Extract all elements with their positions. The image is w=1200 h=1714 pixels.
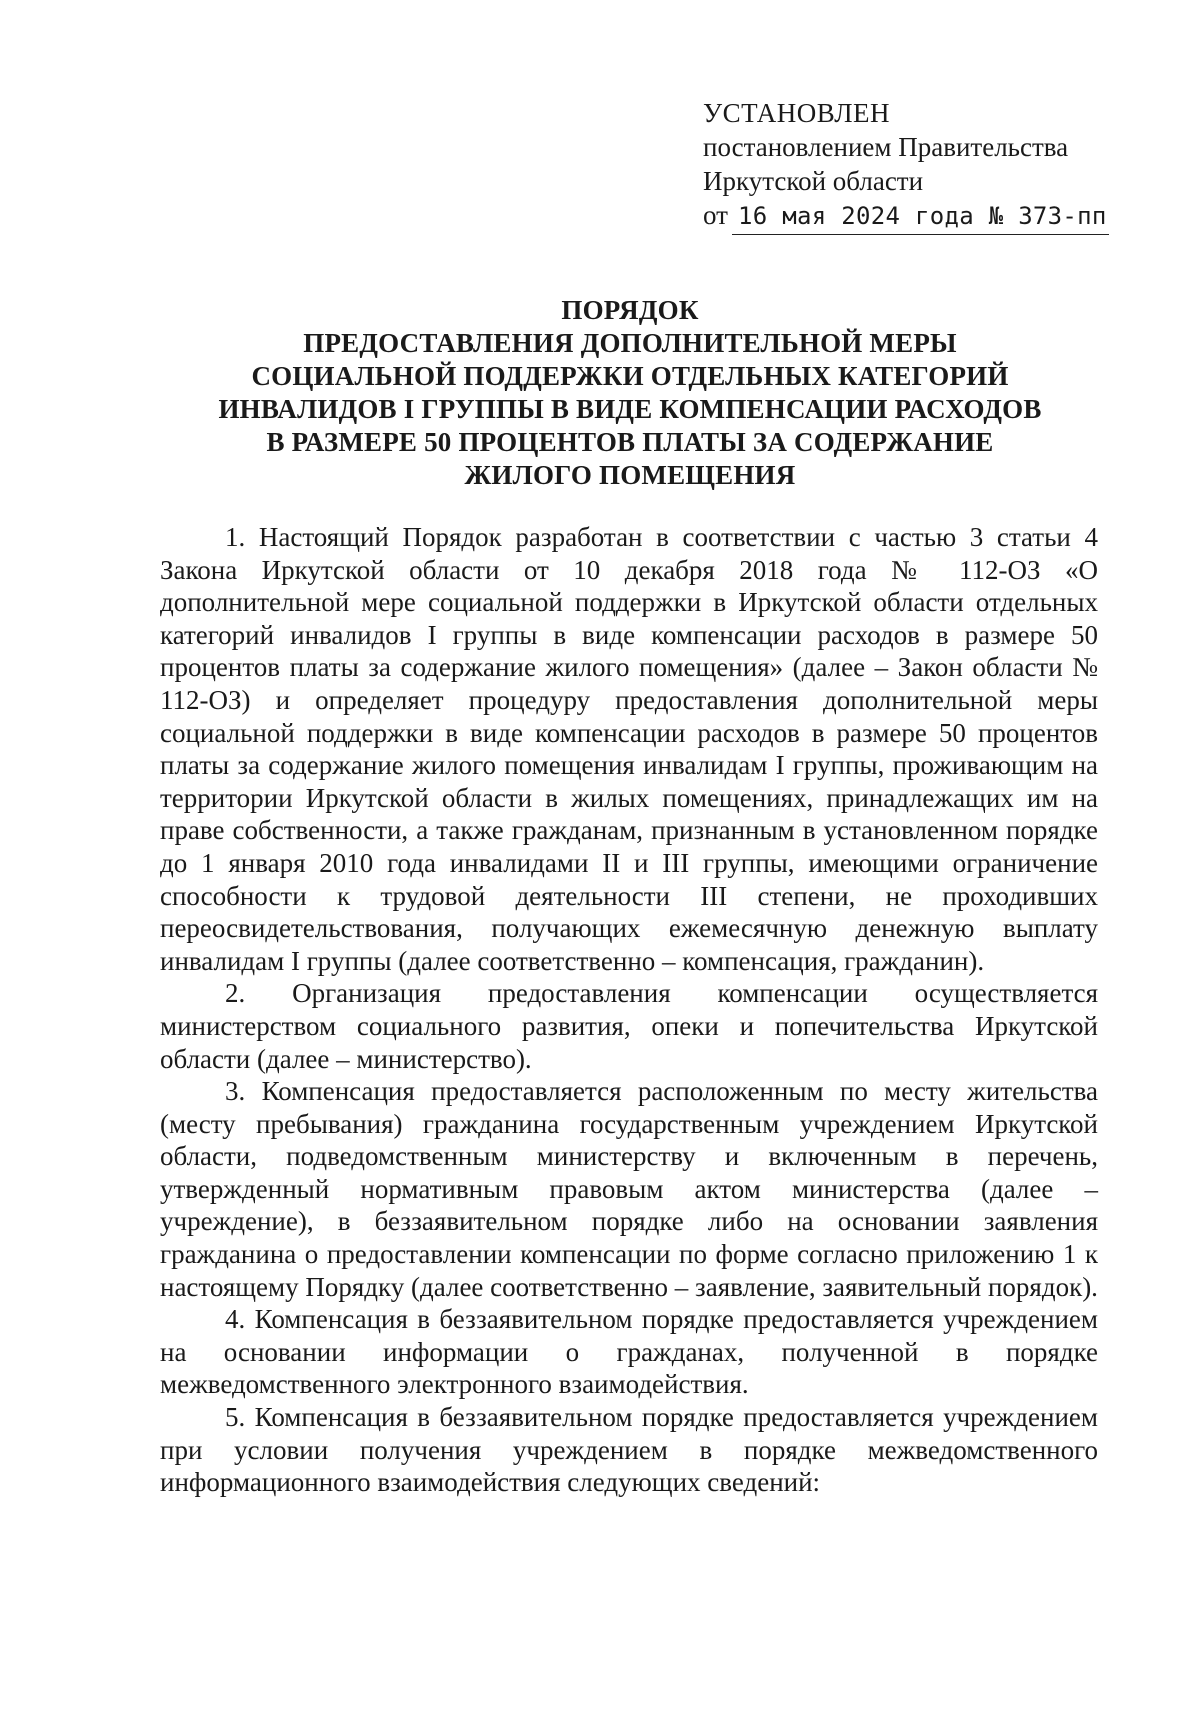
approval-date-value: 16 мая 2024 года № 373-пп xyxy=(732,199,1109,235)
document-body xyxy=(160,521,1098,1499)
approval-block xyxy=(703,96,1123,235)
approval-date-line xyxy=(703,198,1123,235)
title-line: В РАЗМЕРЕ 50 ПРОЦЕНТОВ ПЛАТЫ ЗА СОДЕРЖАНИЕ xyxy=(266,427,994,457)
title-line: ЖИЛОГО ПОМЕЩЕНИЯ xyxy=(464,460,796,490)
paragraph-4: 4. Компенсация в беззаявительном порядке предоставляется учреждением на основании информации о гражданах, полученной в порядке межведомственного электронного взаимодействия. xyxy=(160,1304,1098,1400)
approval-date-prefix: от xyxy=(703,200,728,230)
document-title xyxy=(160,294,1100,492)
paragraph-1: 1. Настоящий Порядок разработан в соответствии с частью 3 статьи 4 Закона Иркутской области от 10 декабря 2018 года № 112-ОЗ «О дополнительной мере социальной поддержки в Иркутской области отдельных категорий инвалидов I группы в виде компенсации расходов в размере 50 процентов платы за содержание жилого помещения» (далее – Закон области № 112-ОЗ) и определяет процедуру предоставления дополнительной меры социальной поддержки в виде компенсации расходов в размере 50 процентов платы за содержание жилого помещения инвалидам I группы, проживающим на территории Иркутской области в жилых помещениях, принадлежащих им на праве собственности, а также гражданам, признанным в установленном порядке до 1 января 2010 года инвалидами II и III группы, имеющими ограничение способности к трудовой деятельности III степени, не проходивших переосвидетельствования, получающих ежемесячную денежную выплату инвалидам I группы (далее соответственно – компенсация, гражданин). xyxy=(160,522,1098,976)
title-line: ИНВАЛИДОВ I ГРУППЫ В ВИДЕ КОМПЕНСАЦИИ РАСХОДОВ xyxy=(218,394,1042,424)
paragraph-5: 5. Компенсация в беззаявительном порядке предоставляется учреждением при условии получения учреждением в порядке межведомственного информационного взаимодействия следующих сведений: xyxy=(160,1402,1098,1498)
title-line: СОЦИАЛЬНОЙ ПОДДЕРЖКИ ОТДЕЛЬНЫХ КАТЕГОРИЙ xyxy=(251,361,1009,391)
approval-line-2: Иркутской области xyxy=(703,166,924,196)
paragraph-3: 3. Компенсация предоставляется расположенным по месту жительства (месту пребывания) гражданина государственным учреждением Иркутской области, подведомственным министерству и включенным в перечень, утвержденный нормативным правовым актом министерства (далее – учреждение), в беззаявительном порядке либо на основании заявления гражданина о предоставлении компенсации по форме согласно приложению 1 к настоящему Порядку (далее соответственно – заявление, заявительный порядок). xyxy=(160,1076,1098,1302)
paragraph-2: 2. Организация предоставления компенсации осуществляется министерством социального развития, опеки и попечительства Иркутской области (далее – министерство). xyxy=(160,978,1098,1074)
approval-line-1: постановлением Правительства xyxy=(703,132,1069,162)
title-line: ПОРЯДОК xyxy=(561,295,699,325)
title-line: ПРЕДОСТАВЛЕНИЯ ДОПОЛНИТЕЛЬНОЙ МЕРЫ xyxy=(303,328,957,358)
approval-heading: УСТАНОВЛЕН xyxy=(703,98,891,128)
